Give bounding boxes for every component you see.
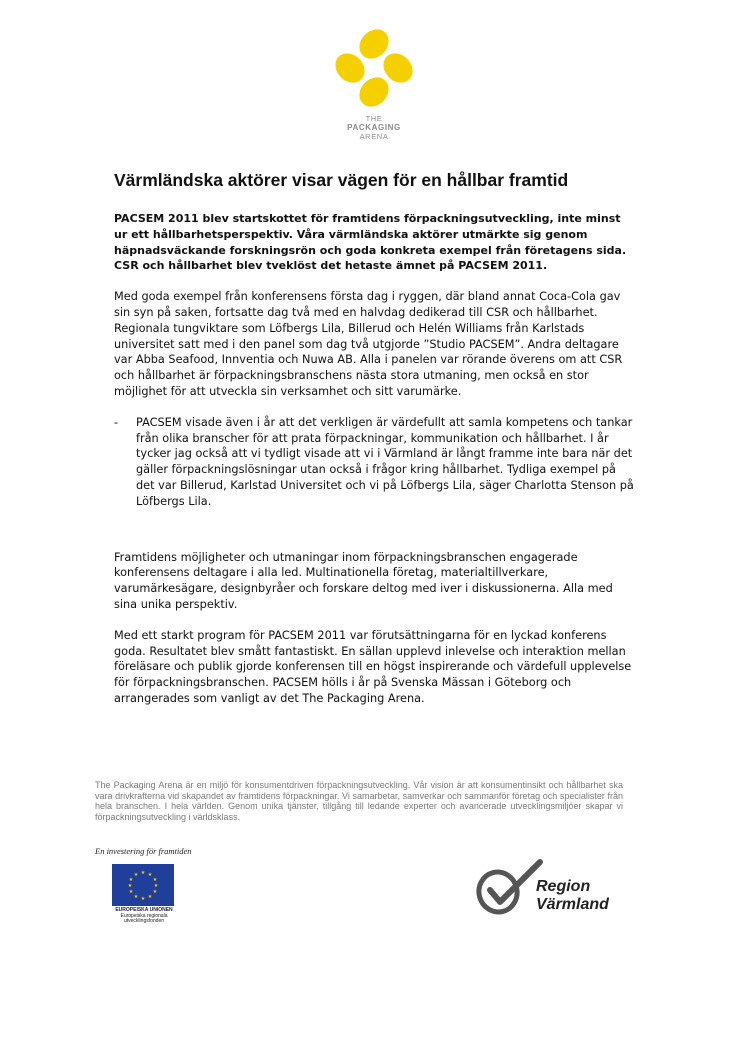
- region-line-2: Värmland: [536, 896, 609, 913]
- svg-text:★: ★: [128, 877, 134, 883]
- article-lead: PACSEM 2011 blev startskottet för framtidens förpackningsutveckling, inte minst ur ett hållbarhetsperspektiv. Våra värmländska aktörer utmärkte sig genom häpnadsväckande forskningsrön och goda konkreta exempel från företagens sida. CSR och hållbarhet blev tveklöst det hetaste ämnet på PACSEM 2011.: [114, 212, 627, 273]
- svg-text:★: ★: [152, 877, 158, 883]
- logo-line-the: THE: [365, 114, 383, 123]
- logo-wordmark: [322, 114, 426, 141]
- logo-line-arena: ARENA: [359, 132, 389, 141]
- article: [114, 170, 636, 722]
- quote-dash: -: [114, 415, 119, 429]
- svg-text:★: ★: [140, 896, 146, 902]
- region-line-1: Region: [536, 878, 591, 895]
- svg-text:★: ★: [133, 872, 139, 878]
- packaging-arena-logo: [322, 28, 426, 148]
- article-paragraph-2: Framtidens möjligheter och utmaningar inom förpackningsbranschen engagerade konferensens deltagare i alla led. Multinationella företag, materialtillverkare, varumärkesägare, designbyråer och forskare deltog med iver i diskussionerna. Alla med sina unika perspektiv.: [114, 550, 613, 611]
- svg-text:★: ★: [127, 883, 133, 889]
- footer-about: The Packaging Arena är en miljö för konsumentdriven förpackningsutveckling. Vår vision är att konsumentinsikt och hållbarhet ska vara drivkrafterna vid skapandet av framtidens förpackningar. Vi samarbetar, samverkar och sammanför företag och specialister från hela branschen. I hela världen. Genom unika tjänster, tillgång till ledande experter och avancerade utvecklingsmiljöer skapar vi förpackningsutveckling i världsklass.: [95, 780, 623, 822]
- quote-text: PACSEM visade även i år att det verkligen är värdefullt att samla kompetens och tankar från olika branscher för att prata förpackningar, kommunikation och hållbarhet. I år tycker jag också att vi tydligt visade att vi i Värmland är långt framme inte bara när det gäller förpackningslösningar utan också i frågor kring hållbarhet. Tydliga exempel på det var Billerud, Karlstad Universitet och vi på Löfbergs Lila, säger Charlotta Stenson på Löfbergs Lila.: [136, 415, 634, 508]
- svg-text:★: ★: [128, 889, 134, 895]
- footer-tagline: En investering för framtiden: [95, 846, 192, 856]
- eu-caption-line-1: EUROPEISKA UNIONEN: [115, 907, 173, 913]
- article-quote: [114, 415, 636, 510]
- eu-caption-line-2: Europeiska regionala: [120, 912, 168, 919]
- region-checkmark-icon: [474, 858, 544, 918]
- article-title: Värmländska aktörer visar vägen för en hållbar framtid: [114, 170, 569, 190]
- svg-text:★: ★: [133, 894, 139, 900]
- region-wordmark: [536, 878, 609, 914]
- article-paragraph-1: Med goda exempel från konferensens första dag i ryggen, där bland annat Coca-Cola gav sin syn på saken, fortsatte dag två med en halvdag dedikerad till CSR och hållbarhet. Regionala tungviktare som Löfbergs Lila, Billerud och Helén Williams från Karlstads universitet satt med i den panel som dag två utgjorde ”Studio PACSEM”. Andra deltagare var Abba Seafood, Innventia och Nuwa AB. Alla i panelen var rörande överens om att CSR och hållbarhet är förpackningsbranschens nästa stora utmaning, men också en stor möjlighet för att utveckla sin verksamhet och sitt varumärke.: [114, 290, 623, 398]
- petals-logo-icon: [334, 28, 414, 108]
- svg-text:★: ★: [147, 894, 153, 900]
- region-varmland-logo: [474, 858, 624, 918]
- svg-text:★: ★: [147, 872, 153, 878]
- svg-text:★: ★: [152, 889, 158, 895]
- article-paragraph-3: Med ett starkt program för PACSEM 2011 var förutsättningarna för en lyckad konferens goda. Resultatet blev smått fantastiskt. En sällan upplevd inlevelse och interaktion mellan föreläsare och publik gjorde konferensen till en högst inspirerande och värdefull upplevelse för förpackningsbranschen. PACSEM hölls i år på Svenska Mässan i Göteborg och arrangerades som vanligt av det The Packaging Arena.: [114, 628, 632, 705]
- eu-caption: [112, 908, 176, 925]
- svg-text:★: ★: [153, 883, 159, 889]
- eu-flag-icon: [112, 864, 174, 906]
- eu-caption-line-3: utvecklingsfonden: [123, 918, 165, 925]
- eu-logo: [112, 864, 176, 925]
- logo-line-packaging: PACKAGING: [347, 123, 401, 132]
- svg-text:★: ★: [140, 870, 146, 876]
